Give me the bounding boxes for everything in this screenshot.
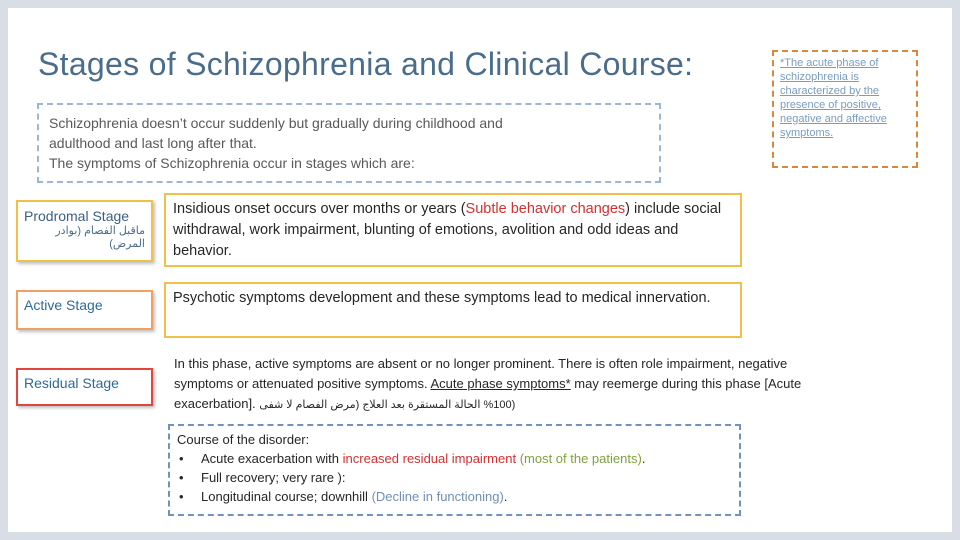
- stage-prodromal: [16, 200, 153, 262]
- bullet-icon: •: [179, 489, 184, 504]
- course-item3-text: Longitudinal course; downhill: [201, 489, 372, 504]
- stage-active-label: Active Stage: [24, 297, 103, 313]
- course-heading: Course of the disorder:: [177, 432, 310, 447]
- stage-residual-label: Residual Stage: [24, 375, 119, 391]
- prodromal-desc-part2: ) include social withdrawal, work impairment, blunting of emotions, avolition and odd ideas and behavior.: [173, 201, 722, 259]
- prodromal-desc-part1: Insidious onset occurs over months or years (: [173, 201, 466, 217]
- course-item1-text: Acute exacerbation with: [201, 451, 343, 466]
- acute-phase-note: *The acute phase of schizophrenia is characterized by the presence of positive, negative and affective symptoms.: [772, 50, 918, 168]
- course-item3-blue: (Decline in functioning): [371, 489, 504, 504]
- course-item: [177, 449, 732, 468]
- stage-prodromal-description: [164, 193, 742, 267]
- residual-desc-underlined: Acute phase symptoms*: [430, 376, 571, 391]
- intro-line-3: The symptoms of Schizophrenia occur in stages which are:: [49, 155, 415, 171]
- bullet-icon: •: [179, 451, 184, 466]
- stage-residual: [16, 368, 153, 406]
- course-item2-text: Full recovery; very rare ):: [201, 470, 346, 485]
- course-item: [177, 468, 732, 487]
- residual-desc-part2: may reemerge during this phase [Acute exacerbation].: [174, 376, 802, 411]
- intro-box: [37, 103, 661, 183]
- intro-line-2: adulthood and last long after that.: [49, 135, 257, 151]
- intro-line-1: Schizophrenia doesn’t occur suddenly but gradually during childhood and: [49, 115, 503, 131]
- stage-residual-description: [170, 352, 820, 418]
- course-item1-red: increased residual impairment: [342, 451, 517, 466]
- course-item1-end: .: [641, 451, 646, 466]
- residual-desc-part1: In this phase, active symptoms are absent or no longer prominent. There is often role impairment, negative symptoms or attenuated positive symptoms.: [174, 356, 788, 391]
- course-item3-end: .: [503, 489, 508, 504]
- slide-title: Stages of Schizophrenia and Clinical Course:: [38, 46, 694, 82]
- stage-prodromal-label: Prodromal Stage: [24, 208, 130, 224]
- stage-active: [16, 290, 153, 330]
- residual-desc-arabic: (%100 الحالة المستقرة بعد العلاج (مرض الفصام لا شفى: [259, 399, 516, 411]
- prodromal-desc-highlight: Subtle behavior changes: [465, 201, 626, 217]
- bullet-icon: •: [179, 470, 184, 485]
- stage-prodromal-arabic: ماقبل الفصام (بوادر المرض): [55, 225, 145, 250]
- course-box: [168, 424, 741, 516]
- course-item1-green: (most of the patients): [519, 451, 642, 466]
- course-item: [177, 487, 732, 506]
- stage-active-description: Psychotic symptoms development and these symptoms lead to medical innervation.: [164, 282, 742, 338]
